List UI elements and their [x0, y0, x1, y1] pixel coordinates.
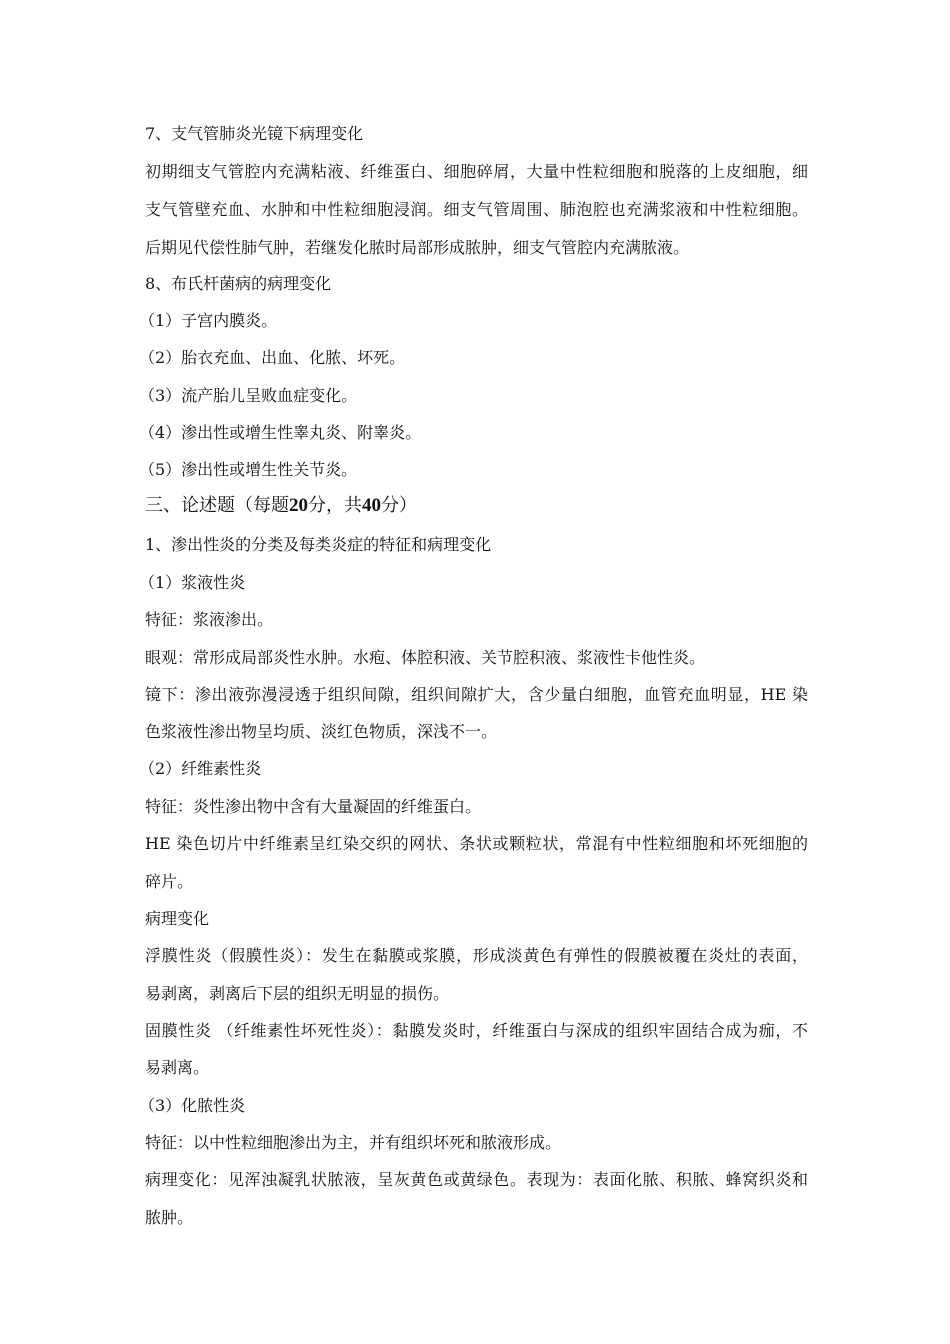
q8-item-5: （5）渗出性或增生性关节炎。	[139, 460, 358, 479]
fibrinous-feature: 特征：炎性渗出物中含有大量凝固的纤维蛋白。	[145, 797, 482, 816]
section-3-mid: 分，共	[308, 495, 362, 516]
q8-title: 8、布氏杆菌病的病理变化	[145, 274, 332, 293]
serous-micro-line-2: 色浆液性渗出物呈均质、淡红色物质，深浅不一。	[145, 722, 498, 741]
fibrinous-heading: （2）纤维素性炎	[139, 759, 262, 778]
section-3-points-total: 40	[362, 495, 381, 516]
q8-item-2: （2）胎衣充血、出血、化脓、坏死。	[139, 348, 406, 367]
fibrinous-solid-line-2: 易剥离。	[145, 1058, 210, 1077]
q7-title: 7、支气管肺炎光镜下病理变化	[145, 124, 364, 143]
serous-micro-line-1: 镜下：渗出液弥漫浸透于组织间隙，组织间隙扩大，含少量白细胞，血管充血明显，HE 染	[145, 685, 808, 704]
serous-feature: 特征：浆液渗出。	[145, 610, 274, 629]
serous-gross: 眼观：常形成局部炎性水肿。水疱、体腔积液、关节腔积液、浆液性卡他性炎。	[145, 648, 706, 667]
section-3-points-each: 20	[289, 495, 308, 516]
section-3-suffix: 分）	[381, 495, 417, 516]
fibrinous-he-line-1: HE 染色切片中纤维素呈红染交织的网状、条状或颗粒状，常混有中性粒细胞和坏死细胞的	[145, 834, 808, 853]
serous-heading: （1）浆液性炎	[139, 573, 246, 592]
section-3-prefix: 三、论述题（每题	[145, 495, 289, 516]
q7-line-3: 后期见代偿性肺气肿，若继发化脓时局部形成脓肿，细支气管腔内充满脓液。	[145, 238, 690, 257]
fibrinous-float-line-1: 浮膜性炎（假膜性炎）：发生在黏膜或浆膜，形成淡黄色有弹性的假膜被覆在炎灶的表面，	[145, 946, 808, 965]
fibrinous-float-line-2: 易剥离，剥离后下层的组织无明显的损伤。	[145, 984, 450, 1003]
q8-item-4: （4）渗出性或增生性睾丸炎、附睾炎。	[139, 423, 422, 442]
q8-item-1: （1）子宫内膜炎。	[139, 311, 278, 330]
q8-item-3: （3）流产胎儿呈败血症变化。	[139, 386, 358, 405]
fibrinous-solid-line-1: 固膜性炎 （纤维素性坏死性炎）：黏膜发炎时，纤维蛋白与深成的组织牢固结合成为痂，不	[145, 1021, 808, 1040]
purulent-feature: 特征：以中性粒细胞渗出为主，并有组织坏死和脓液形成。	[145, 1133, 562, 1152]
purulent-path-line-2: 脓肿。	[145, 1208, 194, 1227]
fibrinous-path-heading: 病理变化	[145, 909, 210, 928]
q7-line-1: 初期细支气管腔内充满粘液、纤维蛋白、细胞碎屑，大量中性粒细胞和脱落的上皮细胞，细	[145, 162, 808, 181]
purulent-heading: （3）化脓性炎	[139, 1096, 246, 1115]
fibrinous-he-line-2: 碎片。	[145, 872, 194, 891]
essay-1-title: 1、渗出性炎的分类及每类炎症的特征和病理变化	[145, 535, 492, 554]
q7-line-2: 支气管壁充血、水肿和中性粒细胞浸润。细支气管周围、肺泡腔也充满浆液和中性粒细胞。	[145, 200, 808, 219]
section-3-heading	[145, 495, 417, 517]
purulent-path-line-1: 病理变化：见浑浊凝乳状脓液，呈灰黄色或黄绿色。表现为：表面化脓、积脓、蜂窝织炎和	[145, 1170, 808, 1189]
